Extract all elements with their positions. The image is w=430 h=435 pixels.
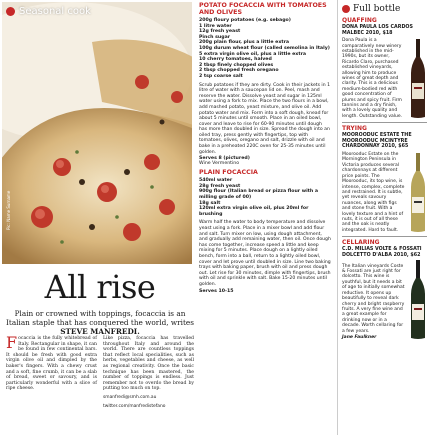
article-col-2-text: Like pizza, focaccia has travelled throughout Italy and around the world. There are countless toppings that reflect local specialities, such as herbs, vegetables and cheese, as well as regional creativity. Once the basic technique has been mastered, the number of toppings is endless. Just remember not to overdo the bread by putting too much on top. <box>103 336 194 392</box>
byline: STEVE MANFREDI. <box>60 327 140 336</box>
dropcap: F <box>6 333 18 352</box>
focaccia-photo <box>2 2 192 264</box>
wine-desc <box>342 264 406 341</box>
full-bottle-label: Full bottle <box>353 4 401 14</box>
recipe2-serves: Serves 10-15 <box>199 288 234 294</box>
ingredient: 2 tbsp chopped fresh oregano <box>199 68 279 74</box>
wine-section-heading: TRYING <box>342 125 367 133</box>
ingredient: 100g durum wheat flour (called semolina in Italy) <box>199 45 330 51</box>
wine-entry <box>342 152 427 233</box>
ingredient: 18g salt <box>199 200 221 206</box>
wine-entry <box>342 260 427 340</box>
recipe2-method: Warm half the water to body temperature and dissolve yeast using a fork. Place in a mixer bowl and add flour and salt. Turn mixer on low, using dough attachment, and gradually add remaining water, then oil. Once dough has come together, increase speed a little and keep mixing for 5 minutes. Place dough on a lightly oiled bench, form into a ball, return to a lightly oiled bowl, cover and let prove until doubled in size. Line two baking trays with baking paper, brush with oil and press dough out. Let rise for 30 minutes, dimple with fingertips, brush with oil and sprinkle with salt. Bake 15-20 minutes until golden. <box>199 220 331 287</box>
recipe1-serves: Serves 8 (pictured) <box>199 156 250 162</box>
ingredient: 1 litre water <box>199 23 232 29</box>
wine-desc: Dona Paula is a comparatively new winery established in the mid-1990s, but its owner, Ricardo Claro, purchased established vineyards, allowing him to produce wines of great depth and clarity. This is a delicious medium-bodied red with good concentration of plums and spicy fruit. Firm tannins and a dry finish, with a lovely quality and length. Outstanding value. <box>342 38 403 119</box>
recipe1-ingredients <box>199 18 331 80</box>
recipe1-method: Scrub potatoes if they are dirty. Cook in their jackets in 1 litre of water with a saucepan lid on. Peel, mash and reserve the water. Dissolve yeast and sugar in 125ml water using a fork to mix. Place the two flours in a bowl, add mashed potato, yeast mixture, and olive oil. Add potato water and mix. Form into a soft dough, knead for about 5 minutes until smooth. Place in an oiled bowl, cover and leave to rise for 60-90 minutes until dough has more than doubled in size. Spread the dough into an oiled tray, press gently with fingertips, top with tomatoes, olives, oregano and salt, drizzle with oil and bake in a preheated 220C oven for 25-35 minutes until golden. <box>199 82 331 155</box>
ingredient: 12g fresh yeast <box>199 29 241 35</box>
wine-desc: Moorooduc Estate on the Mornington Peninsula in Victoria produces several chardonnays at different price points. The Moorooduc, its top wine, is intense, complex, complete and restrained. It is subtle, yet reveals savoury nuances, along with figs and stone fruit. With a lovely texture and a hint of nuts, it is out of all these and the oak is neatly integrated. Hard to fault. <box>342 152 405 233</box>
standfirst-text: Plain or crowned with toppings, focaccia is an Italian staple that has conquered the world, writes <box>6 309 194 327</box>
photo-credit: Pic: Name Surname <box>6 190 11 230</box>
ingredient: 900g flour (Italian bread or pizza flour with a milling grade of 00) <box>199 189 319 201</box>
recipes-column <box>196 0 334 435</box>
full-bottle-dot-icon <box>342 5 350 13</box>
wine-name: MOOROODUC ESTATE THE MOOROODUC MCINTYRE CHARDONNAY 2010, $65 <box>342 133 412 150</box>
article-col-2 <box>103 336 194 409</box>
ingredient: Pinch sugar <box>199 34 231 40</box>
wine-section-heading: CELLARING <box>342 239 380 247</box>
wine-name: DONA PAULA LOS CARDOS MALBEC 2010, $18 <box>342 25 413 36</box>
standfirst <box>6 309 194 336</box>
ingredient: 5 extra virgin olive oil, plus a little extra <box>199 51 307 57</box>
white-wine-bottle-icon <box>409 153 427 233</box>
ingredient: 2 tbsp finely chopped olives <box>199 62 274 68</box>
ingredient: 2 tsp coarse salt <box>199 73 243 79</box>
recipe1-title: POTATO FOCACCIA WITH TOMATOES AND OLIVES <box>199 2 327 16</box>
wine-entry <box>342 38 427 119</box>
ingredient: 10 cherry tomatoes, halved <box>199 57 272 63</box>
ingredient: 200g floury potatoes (e.g. sebago) <box>199 18 291 23</box>
twitter-link[interactable]: twitter.com/manfredistefano <box>103 403 166 409</box>
full-bottle-column <box>337 0 429 435</box>
section-label: Seasonal cook <box>19 6 91 17</box>
dolcetto-bottle-icon <box>409 260 427 340</box>
section-header <box>6 6 91 17</box>
recipe1-wine: Wine Vermentino <box>199 161 240 167</box>
wine-desc-text: The Italian vineyards Coste & Fossati are just right for dolcetto. This wine is youthful, but it needs a bit of age to initially somewhat reductive. It opens up beautifully to reveal dark cherry and bright raspberry fruits. A very fine wine and a great example for drinking now or in a decade. Worth cellaring for a few years. <box>342 263 405 334</box>
focaccia-illustration <box>2 2 192 264</box>
recipe2-title: PLAIN FOCACCIA <box>199 169 258 177</box>
wine-section-heading: QUAFFING <box>342 17 377 24</box>
ingredient: 200g plain flour, plus a little extra <box>199 40 290 46</box>
wine-critic: Jane Faulkner <box>342 334 377 340</box>
ingredient: 120ml extra virgin olive oil, plus 20ml for brushing <box>199 206 309 217</box>
full-bottle-header <box>342 4 427 14</box>
wine-name: C.D. MILIAS VOLTE & FOSSATI DOLCETTO D'ALBA 2010, $62 <box>342 247 422 258</box>
ingredient: 540ml water <box>199 178 233 184</box>
headline: All rise <box>44 268 156 306</box>
contact-email[interactable]: smanfredi@smh.com.au <box>103 394 157 400</box>
article-col-1-text: ocaccia is the fully whitebread of Italy. Rectangular in shape, it can be found in few continental bars. It should be fresh with good extra virgin olive oil and dimpled by the baker's fingers. With a chewy crust and a soft, fine crumb, it can be a slab of bread, sweet or savoury, and is particularly wonderful with a slice of ripe cheese. <box>6 336 97 392</box>
ingredient: 28g fresh yeast <box>199 183 241 189</box>
red-wine-bottle-icon <box>409 39 427 119</box>
article-body <box>6 333 194 409</box>
article-col-1 <box>6 333 97 409</box>
section-dot-icon <box>6 7 15 16</box>
recipe2-ingredients <box>199 178 331 217</box>
